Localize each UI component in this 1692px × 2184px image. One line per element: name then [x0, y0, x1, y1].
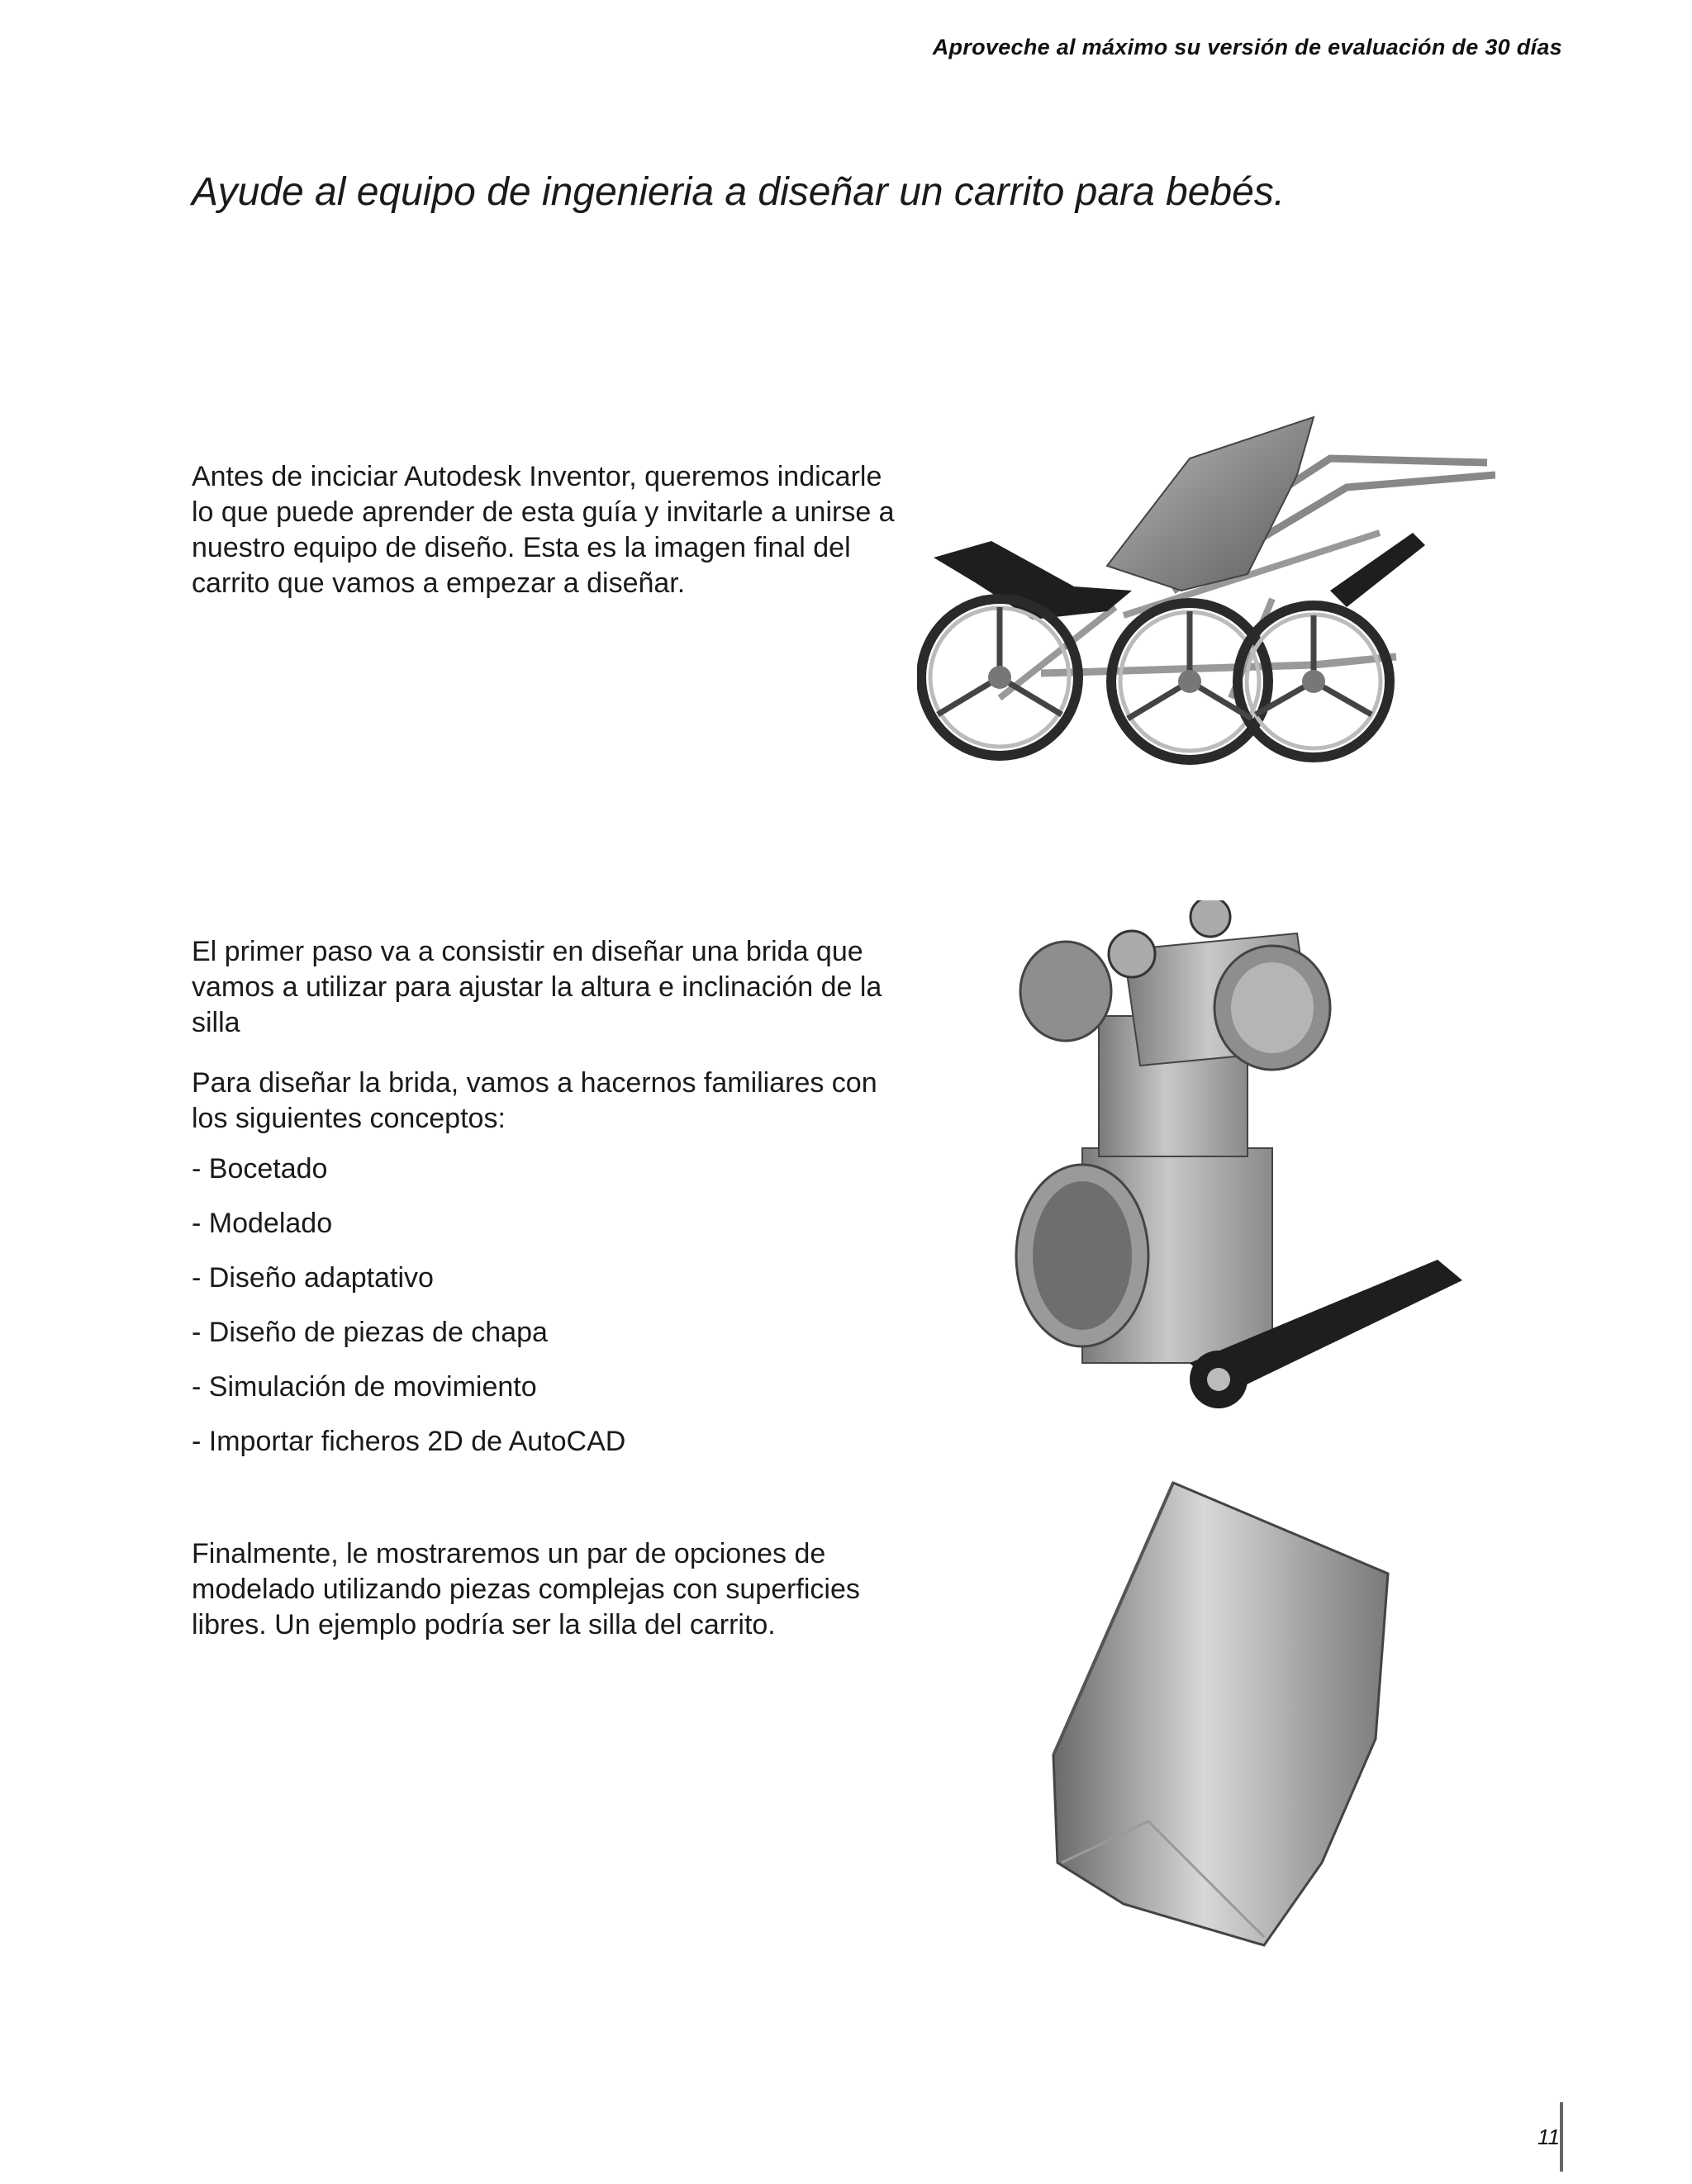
closing-paragraph: Finalmente, le mostraremos un par de opciones de modelado utilizando piezas complejas con superficies libres. Un ejemplo podría ser la silla del carrito. [192, 1538, 860, 1640]
list-item: - Bocetado [192, 1153, 328, 1185]
list-item: - Diseño de piezas de chapa [192, 1317, 548, 1348]
intro-paragraph: Antes de inciciar Autodesk Inventor, queremos indicarle lo que puede aprender de esta guía y invitarle a unirse a nuestro equipo de diseño. Esta es la imagen final del carrito que vamos a empezar a diseñar. [192, 461, 895, 599]
seat-image [1049, 1474, 1396, 1958]
concepts-list [192, 1151, 625, 1479]
concepts-intro: Para diseñar la brida, vamos a hacernos familiares con los siguientes conceptos: [192, 1067, 877, 1134]
list-item: - Diseño adaptativo [192, 1262, 434, 1294]
running-header: Aproveche al máximo su versión de evaluación de 30 días [932, 35, 1562, 59]
page-number: 11 [1538, 2125, 1560, 2149]
list-item: - Importar ficheros 2D de AutoCAD [192, 1426, 626, 1457]
clamp-image [1000, 900, 1471, 1446]
list-item: - Modelado [192, 1208, 333, 1239]
stroller-image [917, 409, 1495, 768]
page-title: Ayude al equipo de ingenieria a diseñar un carrito para bebés. [192, 170, 1286, 214]
page-rule [1560, 2102, 1563, 2172]
list-item: - Simulación de movimiento [192, 1371, 537, 1403]
step1-paragraph: El primer paso va a consistir en diseñar una brida que vamos a utilizar para ajustar la altura e inclinación de la silla [192, 936, 882, 1038]
